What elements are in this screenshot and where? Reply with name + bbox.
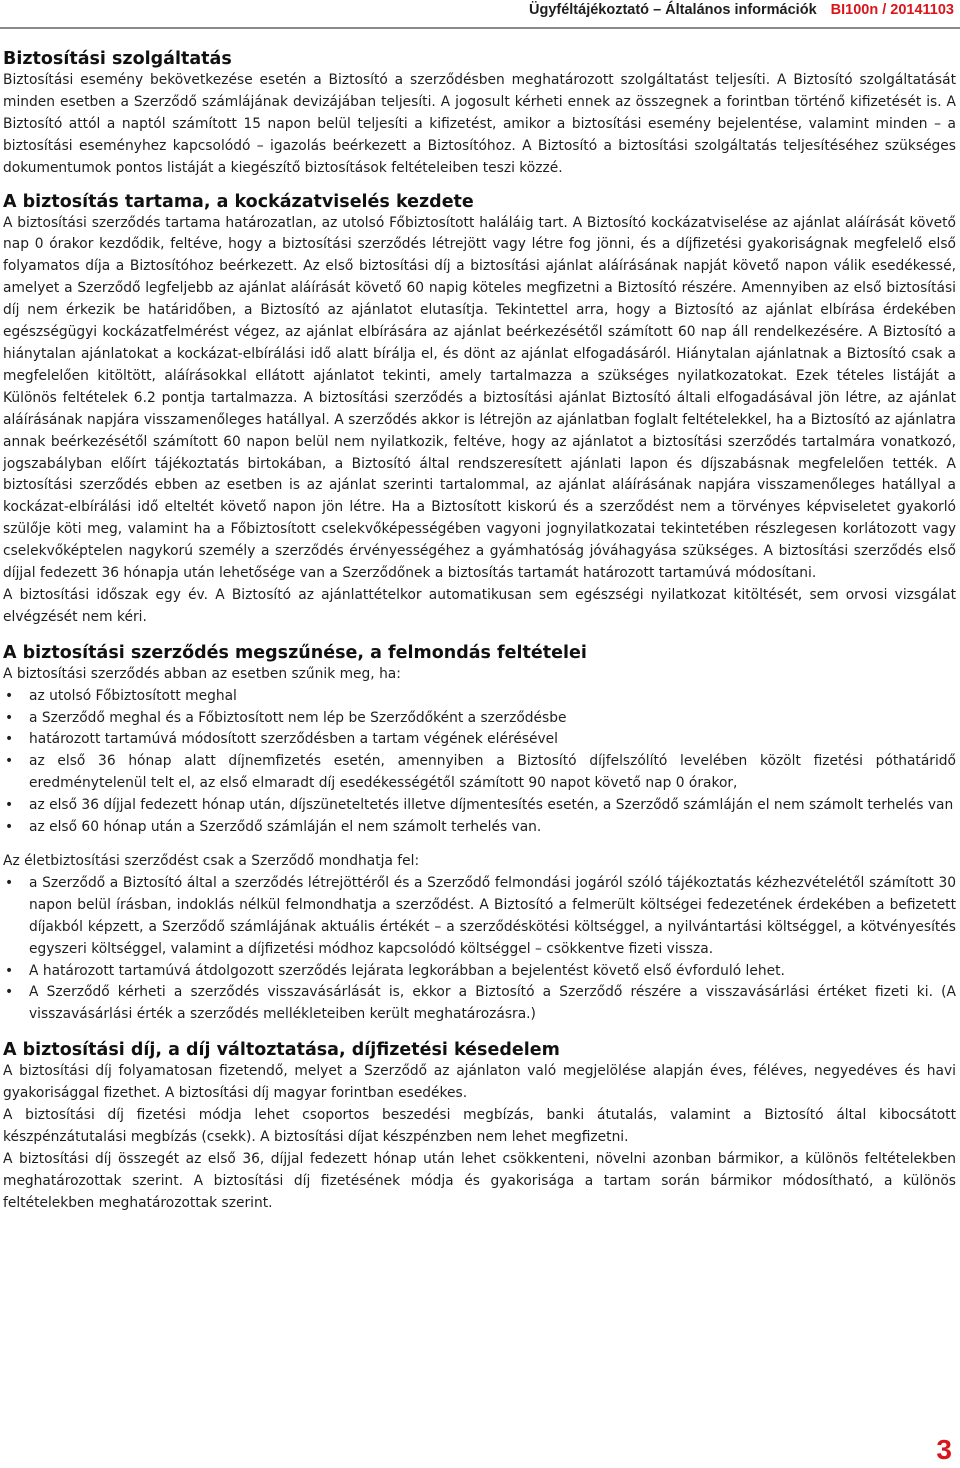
list-item: • határozott tartamúvá módosított szerződésben a tartam végének elérésével [3,729,956,751]
paragraph: A biztosítási időszak egy év. A Biztosító az ajánlattételkor automatikusan sem egészségi nyilatkozat kitöltését, sem orvosi vizsgálat elvégzését nem kéri. [3,586,956,625]
paragraph: A biztosítási díj folyamatosan fizetendő, melyet a Szerződő az ajánlaton való megjelölése alapján éves, féléves, negyedéves és havi gyakorisággal fizethet. A biztosítási díj magyar forintban esedékes. [3,1063,956,1102]
list-item: • az első 36 hónap alatt díjnemfizetés esetén, amennyiben a Biztosító díjfelszólító levelében közölt fizetési póthatáridő eredménytelenül telt el, az első elmaradt díj esedékességétől számított 90 napot követő nap 0 órakor, [3,751,956,795]
section-title: A biztosítási díj, a díj változtatása, díjfizetési késedelem [3,1040,560,1061]
list-item: • az első 60 hónap után a Szerződő számláján el nem számolt terhelés van. [3,817,956,839]
paragraph: A biztosítási szerződés tartama határozatlan, az utolsó Főbiztosított haláláig tart. A Biztosító kockázatviselése az ajánlat aláírását követő nap 0 órakor kezdődik, feltéve, hogy a biztosítási szerződés létrejött vagy létre fog jönni, és a díjfizetési gyakoriságnak megfelelő első folyamatos díja a Biztosítóhoz beérkezett. Az első biztosítási díj a biztosítási ajánlat aláírásának napját követő napon válik esedékessé, amelyet a Szerződő legfeljebb az ajánlat aláírását követő 60 napig köteles megfizetni a Biztosító részére. Amennyiben az első biztosítási díj nem érkezik be határidőben, a Biztosító az ajánlatot elutasítja. Tekintettel arra, hogy a Biztosító az ajánlat elbírása érdekében egészségügyi kockázatfelmérést végez, az ajánlat elbírására az ajánlat beérkezésétől számított 60 nap áll rendelkezésére. A Biztosító a hiánytalan ajánlatokat a kockázat-elbírálási idő alatt bírálja el, és dönt az ajánlat elfogadásáról. Hiánytalan ajánlatnak a Biztosító csak a megfelelően kitöltött, aláírásokkal ellátott ajánlatot tekinti, amely tartalmazza a szükséges nyilatkozatokat. Ezek tételes listáját a Különös feltételek 6.2 pontja tartalmazza. A biztosítási szerződés a biztosítási ajánlat Biztosító általi elfogadásával jön létre, az ajánlat aláírásának napjára visszamenőleges hatállyal. A szerződés akkor is létrejön az ajánlatban foglalt feltételekkel, ha a Biztosító az ajánlatra annak beérkezésétől számított 60 napon belül nem nyilatkozik, feltéve, hogy az ajánlatot a biztosítási szerződés tartalmára vonatkozó, jogszabályban előírt tájékoztatás birtokában, a Biztosító által rendszeresített ajánlati lapon és díjszabásnak megfelelően tették. A biztosítási szerződés ebben az esetben is az ajánlat szerinti tartalommal, az ajánlat aláírásának napjára visszamenőleges hatállyal a kockázat-elbírálási idő elteltét követő napon jön létre. Ha a Biztosított kiskorú és a szerződést nem a törvényes képviseletet gyakorló szülője köti meg, valamint ha a Főbiztosított cselekvőképességében vagyoni jognyilatkozatai tekintetében részlegesen korlátozott vagy cselekvőképtelen nagykorú személy a szerződés érvényességéhez a gyámhatóság jóváhagyása szükséges. A biztosítási szerződés első díjjal fedezett 36 hónapja után lehetősége van a Szerződőnek a biztosítás tartamát határozott tartamúvá módosítani. [3,214,956,582]
document-body [3,48,956,1215]
list-item: • az utolsó Főbiztosított meghal [3,686,956,708]
header-divider [0,27,960,29]
termination-conditions-list [3,686,956,839]
header-title: Ügyféltájékoztató – Általános információk [528,2,817,18]
paragraph: Az életbiztosítási szerződést csak a Szerződő mondhatja fel: [3,853,420,869]
paragraph: A biztosítási szerződés abban az esetben szűnik meg, ha: [3,665,401,682]
list-item: • A határozott tartamúvá átdolgozott szerződés lejárata legkorábban a bejelentést követő első évforduló lehet. [3,961,956,983]
document-code: BI100n / 20141103 [830,2,954,18]
paragraph: A biztosítási díj fizetési módja lehet csoportos beszedési megbízás, banki átutalás, valamint a Biztosító által kibocsátott készpénzátutalási megbízás (csekk). A biztosítási díjat készpénzben nem lehet megfizetni. [3,1107,956,1145]
list-item: • A Szerződő kérheti a szerződés visszavásárlását is, ekkor a Biztosító a Szerződő részére a visszavásárlási értéket fizeti ki. (A visszavásárlási érték a szerződés mellékleteiben került meghatározásra.) [3,982,956,1026]
section-title: Biztosítási szolgáltatás [3,49,232,69]
section-title: A biztosítási szerződés megszűnése, a felmondás feltételei [3,642,587,663]
list-item: • a Szerződő a Biztosító által a szerződés létrejöttéről és a Szerződő felmondási jogáról szóló tájékoztatás kézhezvételétől számított 30 napon belül írásban, indoklás nélkül felmondhatja a szerződést. A Biztosító a felmerült költségei fedezetének érdekében a befizetett díjakból képzett, a Szerződő számlájának aktuális értékét – a szerződéskötési költséggel, a nyilvántartási költséggel, a kötvényesítés egyszeri költséggel, valamint a díjfizetési módhoz kapcsolódó költséggel – csökkentve fizeti vissza. [3,873,956,961]
paragraph: A biztosítási díj összegét az első 36, díjjal fedezett hónap után lehet csökkenteni, növelni azonban bármikor, a különös feltételekben meghatározottak szerint. A biztosítási díj fizetésének módja és gyakorisága a tartam során bármikor módosítható, a különös feltételekben meghatározottak szerint. [3,1150,956,1211]
cancellation-list [3,873,956,1026]
list-item: • az első 36 díjjal fedezett hónap után, díjszüneteltetés illetve díjmentesítés esetén, a Szerződő számláján el nem számolt terhelés van [3,795,956,817]
section-title: A biztosítás tartama, a kockázatviselés kezdete [3,191,474,212]
page-number: 3 [936,1434,952,1465]
section-contract-termination [3,642,956,1027]
list-item: • a Szerződő meghal és a Főbiztosított nem lép be Szerződőként a szerződésbe [3,708,956,730]
page-header [529,2,954,18]
section-insurance-term [3,191,956,629]
section-insurance-premium [3,1039,956,1214]
paragraph: Biztosítási esemény bekövetkezése esetén a Biztosító a szerződésben meghatározott szolgáltatást teljesíti. A Biztosító szolgáltatását minden esetben a Szerződő számlájának devizájában teljesíti. A jogosult kérheti ennek az összegnek a forintban történő kifizetését is. A Biztosító attól a naptól számított 15 napon belül teljesíti a kifizetést, amikor a biztosítási esemény bejelentése, valamint minden – a biztosítási eseményhez kapcsolódó – igazolás beérkezett a Biztosítóhoz. A Biztosító a biztosítási szolgáltatás teljesítéséhez szükséges dokumentumok pontos listáját a kiegészítő biztosítások feltételeiben teszi közzé. [3,72,956,176]
section-insurance-service [3,48,956,180]
